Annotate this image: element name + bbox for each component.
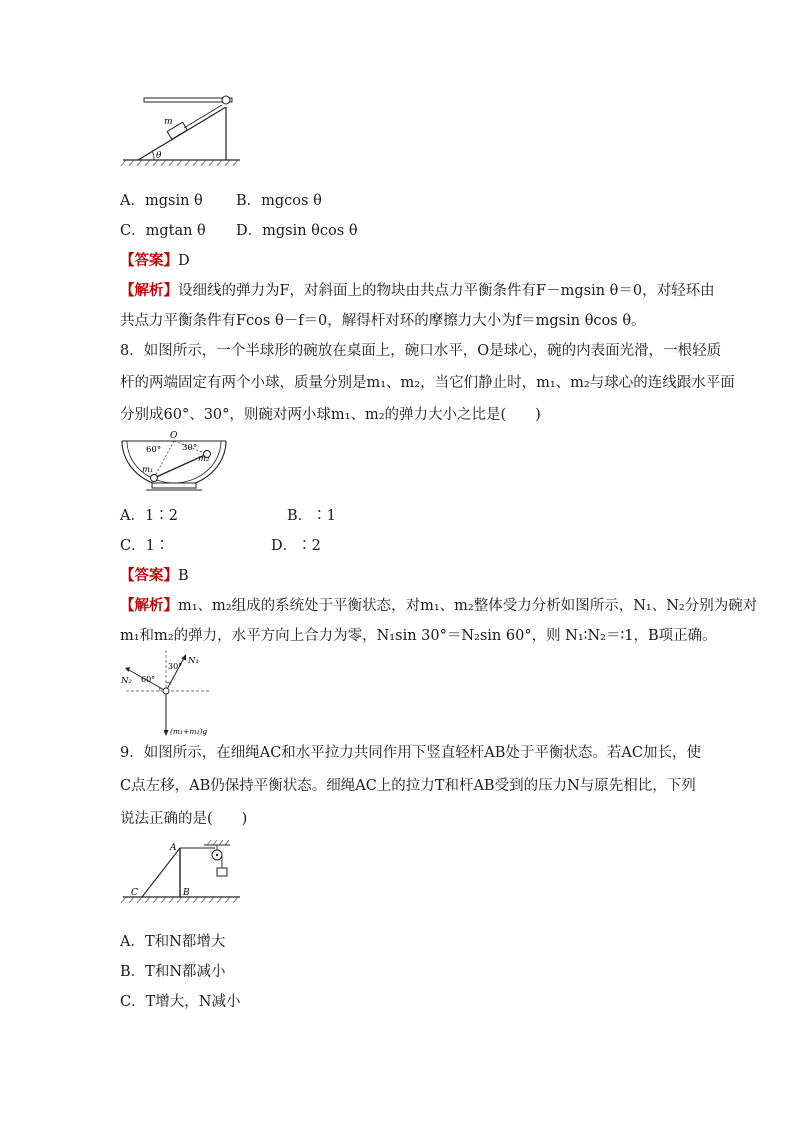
q7-option-a: A．mgsin θ	[120, 193, 203, 209]
n2-label: N₂	[121, 676, 132, 686]
q7-option-b: B．mgcos θ	[236, 193, 322, 209]
q8-answer	[120, 566, 189, 586]
q8-stem-line1: 8．如图所示，一个半球形的碗放在桌面上，碗口水平，O是球心，碗的内表面光滑，一根轻质	[120, 343, 722, 359]
rod-rope-figure	[118, 840, 243, 910]
q9-stem-line2: C点左移，AB仍保持平衡状态。细绳AC上的拉力T和杆AB受到的压力N与原先相比，下列	[120, 778, 696, 794]
q7-option-c: C．mgtan θ	[120, 223, 206, 239]
weight-label: (m₁+m₂)g	[170, 727, 208, 736]
answer-value: B	[178, 568, 189, 584]
q7-answer	[120, 251, 190, 271]
answer-tag: 【答案】	[120, 252, 178, 269]
q7-option-d: D．mgsin θcos θ	[236, 223, 358, 239]
mass-label: m	[164, 117, 173, 127]
q8-stem-line3: 分别成60°、30°，则碗对两小球m₁、m₂的弹力大小之比是( )	[120, 407, 541, 423]
q8-option-a: A．1∶2	[120, 508, 178, 524]
q7-analysis-line2: 共点力平衡条件有Fcos θ－f＝0，解得杆对环的摩擦力大小为f＝mgsin θcos θ。	[120, 313, 646, 329]
m1-label: m₁	[142, 465, 154, 475]
q8-option-b: B．∶1	[287, 508, 336, 524]
bowl-figure	[118, 430, 230, 492]
force-diagram	[118, 650, 218, 740]
analysis-tag: 【解析】	[120, 597, 178, 614]
m2-label: m₂	[198, 454, 210, 464]
q8-stem-line2: 杆的两端固定有两个小球，质量分别是m₁、m₂，当它们静止时，m₁、m₂与球心的连线跟水平面	[120, 375, 735, 391]
incline-figure	[118, 88, 243, 168]
analysis-text: m₁、m₂组成的系统处于平衡状态，对m₁、m₂整体受力分析如图所示，N₁、N₂分别为碗对	[178, 598, 758, 614]
center-o-label: O	[170, 431, 178, 441]
q9-option-a: A．T和N都增大	[120, 934, 226, 950]
q9-stem-line1: 9．如图所示，在细绳AC和水平拉力共同作用下竖直轻杆AB处于平衡状态。若AC加长，使	[120, 745, 701, 761]
q8-analysis-line1	[120, 596, 757, 616]
q9-stem-line3: 说法正确的是( )	[120, 811, 248, 827]
analysis-tag: 【解析】	[120, 282, 178, 299]
point-a-label: A	[170, 843, 177, 853]
answer-value: D	[178, 253, 190, 269]
n1-label: N₁	[188, 656, 199, 666]
point-c-label: C	[131, 888, 138, 898]
q9-option-b: B．T和N都减小	[120, 964, 226, 980]
q8-option-d: D．∶2	[271, 538, 321, 554]
q9-option-c: C．T增大，N减小	[120, 994, 241, 1010]
point-b-label: B	[183, 888, 190, 898]
q7-analysis-line1	[120, 281, 715, 301]
angle-60-label: 60°	[141, 675, 156, 684]
angle-60-label: 60°	[146, 445, 162, 455]
angle-30-label: 30°	[168, 662, 183, 671]
angle-label: θ	[156, 151, 162, 161]
answer-tag: 【答案】	[120, 567, 178, 584]
q8-analysis-line2: m₁和m₂的弹力，水平方向上合力为零，N₁sin 30°＝N₂sin 60°，则 N₁∶N₂＝∶1，B项正确。	[120, 628, 717, 644]
analysis-text: 设细线的弹力为F，对斜面上的物块由共点力平衡条件有F－mgsin θ＝0，对轻环由	[178, 283, 715, 299]
q8-option-c: C．1∶	[120, 538, 170, 554]
angle-30-label: 30°	[182, 443, 198, 453]
